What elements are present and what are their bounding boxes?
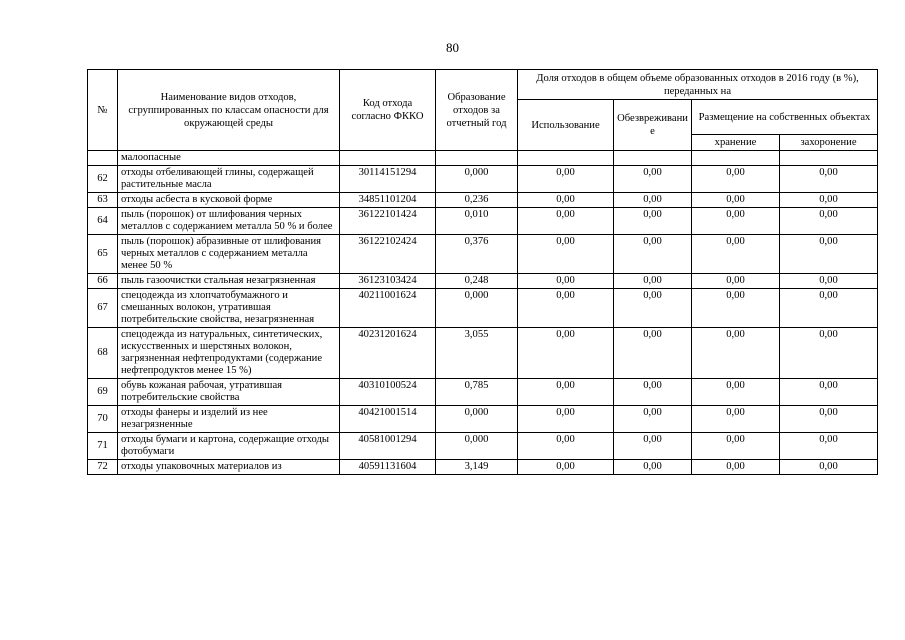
empty-cell (340, 151, 436, 166)
table-row (88, 274, 878, 289)
section-label: малоопасные (118, 151, 340, 166)
use-share: 0,00 (518, 193, 614, 208)
fkko-code: 36123103424 (340, 274, 436, 289)
section-num-cell (88, 151, 118, 166)
table-row (88, 328, 878, 379)
neutralization-share: 0,00 (614, 433, 692, 460)
table-body (88, 151, 878, 475)
row-number: 63 (88, 193, 118, 208)
waste-name: отходы фанеры и изделий из нее незагрязненные (118, 406, 340, 433)
storage-share: 0,00 (692, 166, 780, 193)
table-row (88, 235, 878, 274)
use-share: 0,00 (518, 406, 614, 433)
table-row (88, 193, 878, 208)
storage-share: 0,00 (692, 406, 780, 433)
neutralization-share: 0,00 (614, 235, 692, 274)
storage-share: 0,00 (692, 235, 780, 274)
header-placement-group: Размещение на собственных объектах (692, 100, 878, 135)
use-share: 0,00 (518, 433, 614, 460)
header-burial: захоронение (780, 135, 878, 151)
formation-value: 0,000 (436, 433, 518, 460)
neutralization-share: 0,00 (614, 208, 692, 235)
formation-value: 0,000 (436, 406, 518, 433)
table-row (88, 460, 878, 475)
use-share: 0,00 (518, 328, 614, 379)
formation-value: 0,236 (436, 193, 518, 208)
fkko-code: 40581001294 (340, 433, 436, 460)
table-row (88, 433, 878, 460)
empty-cell (692, 151, 780, 166)
row-number: 65 (88, 235, 118, 274)
storage-share: 0,00 (692, 433, 780, 460)
burial-share: 0,00 (780, 235, 878, 274)
neutralization-share: 0,00 (614, 166, 692, 193)
row-number: 68 (88, 328, 118, 379)
fkko-code: 40591131604 (340, 460, 436, 475)
burial-share: 0,00 (780, 433, 878, 460)
storage-share: 0,00 (692, 274, 780, 289)
header-neutralization: Обезвреживание (614, 100, 692, 151)
row-number: 66 (88, 274, 118, 289)
waste-name: отходы отбеливающей глины, содержащей растительные масла (118, 166, 340, 193)
row-number: 64 (88, 208, 118, 235)
formation-value: 0,376 (436, 235, 518, 274)
formation-value: 0,000 (436, 289, 518, 328)
header-share-group: Доля отходов в общем объеме образованных отходов в 2016 году (в %), переданных на (518, 70, 878, 100)
row-number: 71 (88, 433, 118, 460)
use-share: 0,00 (518, 379, 614, 406)
burial-share: 0,00 (780, 193, 878, 208)
use-share: 0,00 (518, 166, 614, 193)
row-number: 67 (88, 289, 118, 328)
storage-share: 0,00 (692, 379, 780, 406)
use-share: 0,00 (518, 289, 614, 328)
header-code: Код отхода согласно ФККО (340, 70, 436, 151)
use-share: 0,00 (518, 235, 614, 274)
fkko-code: 40211001624 (340, 289, 436, 328)
header-name: Наименование видов отходов, сгруппированных по классам опасности для окружающей среды (118, 70, 340, 151)
header-use: Использование (518, 100, 614, 151)
formation-value: 3,149 (436, 460, 518, 475)
neutralization-share: 0,00 (614, 274, 692, 289)
formation-value: 0,248 (436, 274, 518, 289)
burial-share: 0,00 (780, 166, 878, 193)
row-number: 69 (88, 379, 118, 406)
table-row (88, 406, 878, 433)
neutralization-share: 0,00 (614, 328, 692, 379)
neutralization-share: 0,00 (614, 289, 692, 328)
burial-share: 0,00 (780, 460, 878, 475)
waste-name: отходы бумаги и картона, содержащие отходы фотобумаги (118, 433, 340, 460)
empty-cell (436, 151, 518, 166)
burial-share: 0,00 (780, 289, 878, 328)
waste-name: спецодежда из натуральных, синтетических, искусственных и шерстяных волокон, загрязненная нефтепродуктами (содержание нефтепродуктов менее 15 %) (118, 328, 340, 379)
table-row (88, 166, 878, 193)
fkko-code: 36122101424 (340, 208, 436, 235)
storage-share: 0,00 (692, 193, 780, 208)
waste-name: отходы упаковочных материалов из (118, 460, 340, 475)
storage-share: 0,00 (692, 460, 780, 475)
waste-name: пыль (порошок) от шлифования черных металлов с содержанием металла 50 % и более (118, 208, 340, 235)
table-row (88, 289, 878, 328)
formation-value: 0,785 (436, 379, 518, 406)
storage-share: 0,00 (692, 208, 780, 235)
fkko-code: 36122102424 (340, 235, 436, 274)
neutralization-share: 0,00 (614, 406, 692, 433)
neutralization-share: 0,00 (614, 379, 692, 406)
storage-share: 0,00 (692, 328, 780, 379)
burial-share: 0,00 (780, 208, 878, 235)
page-number: 80 (446, 40, 459, 55)
waste-name: отходы асбеста в кусковой форме (118, 193, 340, 208)
burial-share: 0,00 (780, 406, 878, 433)
formation-value: 3,055 (436, 328, 518, 379)
fkko-code: 34851101204 (340, 193, 436, 208)
fkko-code: 30114151294 (340, 166, 436, 193)
storage-share: 0,00 (692, 289, 780, 328)
waste-name: пыль газоочистки стальная незагрязненная (118, 274, 340, 289)
neutralization-share: 0,00 (614, 460, 692, 475)
formation-value: 0,000 (436, 166, 518, 193)
empty-cell (780, 151, 878, 166)
burial-share: 0,00 (780, 328, 878, 379)
table-row (88, 379, 878, 406)
table-row (88, 208, 878, 235)
fkko-code: 40231201624 (340, 328, 436, 379)
waste-name: спецодежда из хлопчатобумажного и смешанных волокон, утратившая потребительские свойства, незагрязненная (118, 289, 340, 328)
row-number: 62 (88, 166, 118, 193)
empty-cell (614, 151, 692, 166)
fkko-code: 40310100524 (340, 379, 436, 406)
use-share: 0,00 (518, 208, 614, 235)
header-storage: хранение (692, 135, 780, 151)
header-formation: Образование отходов за отчетный год (436, 70, 518, 151)
fkko-code: 40421001514 (340, 406, 436, 433)
use-share: 0,00 (518, 460, 614, 475)
formation-value: 0,010 (436, 208, 518, 235)
burial-share: 0,00 (780, 274, 878, 289)
row-number: 72 (88, 460, 118, 475)
waste-name: обувь кожаная рабочая, утратившая потребительские свойства (118, 379, 340, 406)
neutralization-share: 0,00 (614, 193, 692, 208)
empty-cell (518, 151, 614, 166)
waste-name: пыль (порошок) абразивные от шлифования черных металлов с содержанием металла менее 50 % (118, 235, 340, 274)
header-num: № (88, 70, 118, 151)
use-share: 0,00 (518, 274, 614, 289)
waste-table (87, 69, 878, 475)
burial-share: 0,00 (780, 379, 878, 406)
section-row (88, 151, 878, 166)
row-number: 70 (88, 406, 118, 433)
